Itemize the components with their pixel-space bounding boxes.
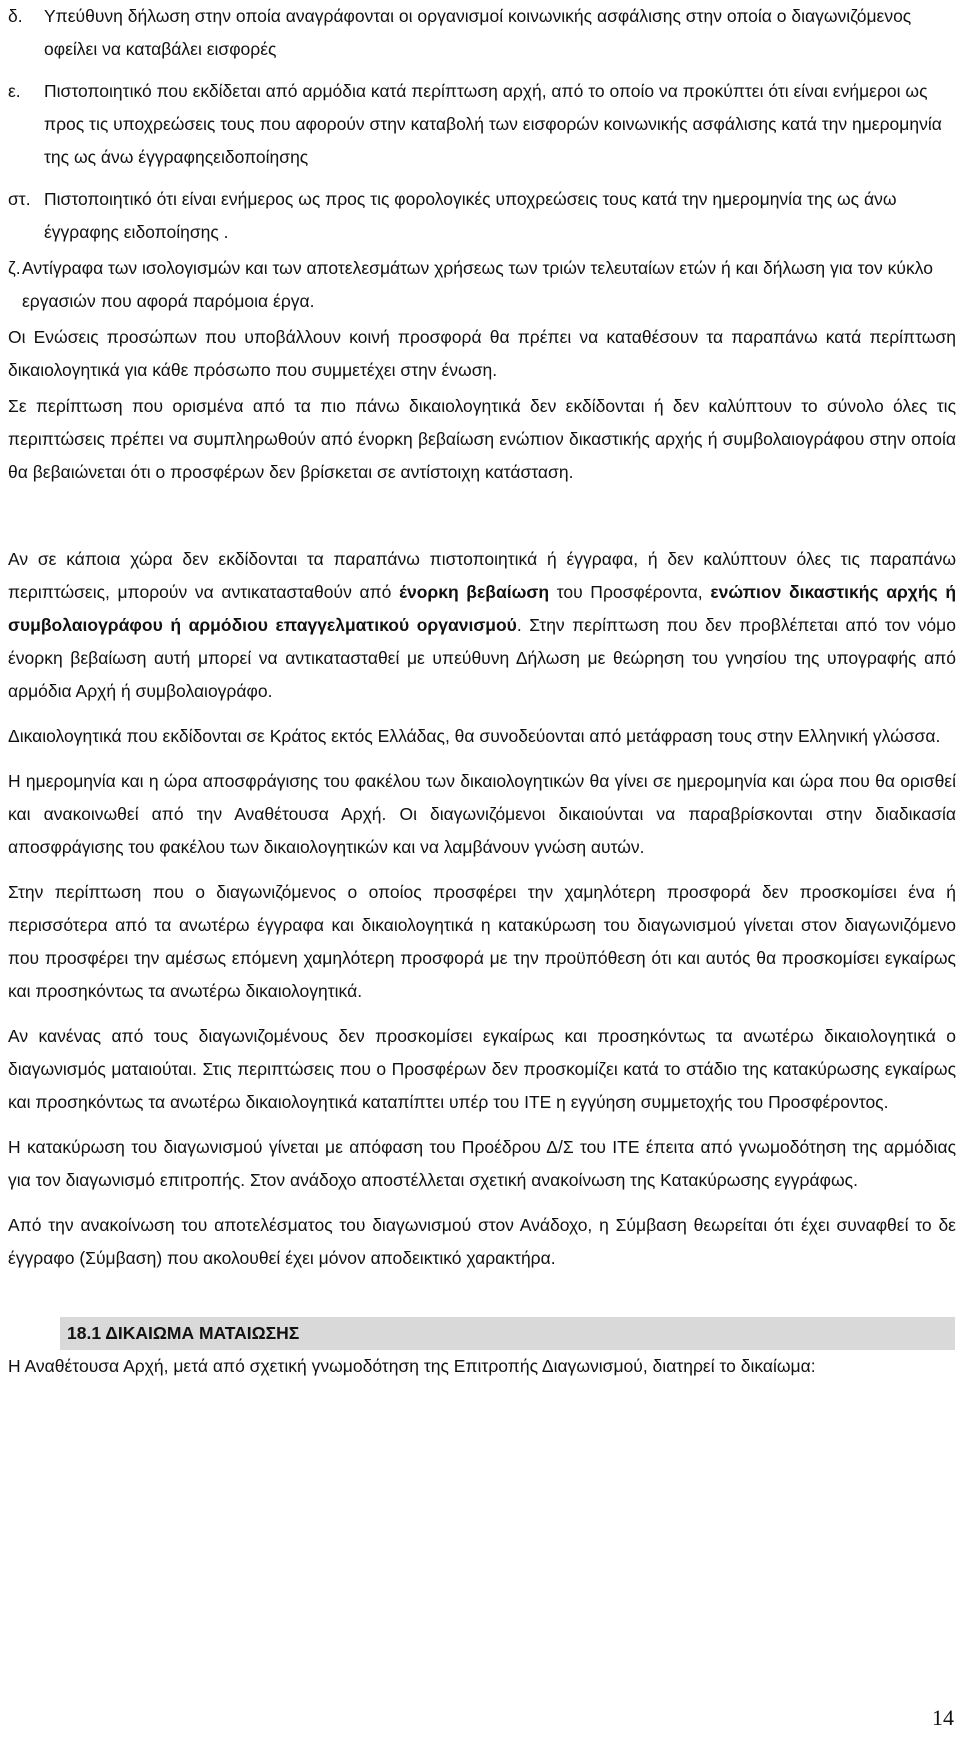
paragraph-sworn-statement: Σε περίπτωση που ορισμένα από τα πιο πάνω δικαιολογητικά δεν εκδίδονται ή δεν καλύπτουν το σύνολο όλες τις περιπτώσεις πρέπει να συμπληρωθούν από ένορκη βεβαίωση ενώπιον δικαστικής αρχής ή συμβολαιογράφου στην οποία θα βεβαιώνεται ότι ο προσφέρων δεν βρίσκεται σε αντίστοιχη κατάσταση.	[8, 396, 956, 482]
paragraph-opening-date: Η ημερομηνία και η ώρα αποσφράγισης του φακέλου των δικαιολογητικών θα γίνει σε ημερομηνία και ώρα που θα ορισθεί και ανακοινωθεί από την Αναθέτουσα Αρχή. Οι διαγωνιζόμενοι δικαιούνται να παραβρίσκονται στην διαδικασία αποσφράγισης του φακέλου των δικαιολογητικών και να λαμβάνουν γνώση αυτών.	[8, 771, 956, 857]
paragraph-cancellation: Αν κανένας από τους διαγωνιζομένους δεν προσκομίσει εγκαίρως και προσηκόντως τα ανωτέρω δικαιολογητικά ο διαγωνισμός ματαιούται. Στις περιπτώσεις που ο Προσφέρων δεν προσκομίζει κατά το στάδιο της κατακύρωσης εγκαίρως και προσηκόντως τα ανωτέρω δικαιολογητικά καταπίπτει υπέρ του ΙΤΕ η εγγύηση συμμετοχής του Προσφέροντος.	[8, 1026, 956, 1112]
paragraph-foreign-documents	[8, 543, 956, 708]
text-run: Αν σε κάποια χώρα δεν εκδίδονται τα παραπάνω πιστοποιητικά ή έγγραφα, ή δεν καλύπτουν όλες τις παραπάνω περιπτώσεις, μπορούν να αντικατασταθούν από	[8, 549, 956, 602]
document-page	[8, 0, 956, 1383]
list-marker: ε.	[8, 81, 21, 101]
list-item-text: Πιστοποιητικό που εκδίδεται από αρμόδια κατά περίπτωση αρχή, από το οποίο να προκύπτει ότι είναι ενήμεροι ως προς τις υποχρεώσεις τους που αφορούν στην καταβολή των εισφορών κοινωνικής ασφάλισης κατά την ημερομηνία της ως άνω έγγραφηςειδοποίησης	[44, 81, 942, 167]
list-item-text: Αντίγραφα των ισολογισμών και των αποτελεσμάτων χρήσεως των τριών τελευταίων ετών ή και δήλωση για τον κύκλο εργασιών που αφορά παρόμοια έργα.	[22, 258, 933, 311]
list-item	[8, 0, 956, 66]
list-item-text: Υπεύθυνη δήλωση στην οποία αναγράφονται οι οργανισμοί κοινωνικής ασφάλισης στην οποία ο διαγωνιζόμενος οφείλει να καταβάλει εισφορές	[44, 6, 912, 59]
paragraph-lowest-bidder: Στην περίπτωση που ο διαγωνιζόμενος ο οποίος προσφέρει την χαμηλότερη προσφορά δεν προσκομίσει ένα ή περισσότερα από τα ανωτέρω έγγραφα και δικαιολογητικά η κατακύρωση του διαγωνισμού γίνεται στον διαγωνιζόμενο που προσφέρει την αμέσως επόμενη χαμηλότερη προσφορά με την προϋπόθεση ότι και αυτός θα προσκομίσει εγκαίρως και προσηκόντως τα ανωτέρω δικαιολογητικά.	[8, 882, 956, 1001]
list-item	[8, 75, 956, 174]
list-marker: στ.	[8, 189, 31, 209]
paragraph-translation: Δικαιολογητικά που εκδίδονται σε Κράτος εκτός Ελλάδας, θα συνοδεύονται από μετάφραση τους στην Ελληνική γλώσσα.	[8, 726, 941, 746]
paragraph-consortia: Οι Ενώσεις προσώπων που υποβάλλουν κοινή προσφορά θα πρέπει να καταθέσουν τα παραπάνω κατά περίπτωση δικαιολογητικά για κάθε πρόσωπο που συμμετέχει στην ένωση.	[8, 327, 956, 380]
list-item	[8, 252, 956, 318]
paragraph-award: Η κατακύρωση του διαγωνισμού γίνεται με απόφαση του Προέδρου Δ/Σ του ΙΤΕ έπειτα από γνωμοδότηση της αρμόδιας για τον διαγωνισμό επιτροπής. Στον ανάδοχο αποστέλλεται σχετική ανακοίνωση της Κατακύρωσης εγγράφως.	[8, 1137, 956, 1190]
paragraph-right: Η Αναθέτουσα Αρχή, μετά από σχετική γνωμοδότηση της Επιτροπής Διαγωνισμού, διατηρεί το δικαίωμα:	[8, 1356, 816, 1376]
bold-text: ένορκη βεβαίωση	[399, 582, 550, 602]
list-marker: δ.	[8, 6, 23, 26]
list-item-text: Πιστοποιητικό ότι είναι ενήμερος ως προς τις φορολογικές υποχρεώσεις τους κατά την ημερομηνία της ως άνω έγγραφης ειδοποίησης .	[44, 189, 897, 242]
list-item	[8, 183, 956, 249]
list-marker: ζ.	[8, 258, 21, 278]
text-run: του Προσφέροντα,	[549, 582, 711, 602]
section-heading: 18.1 ΔΙΚΑΙΩΜΑ ΜΑΤΑΙΩΣΗΣ	[60, 1317, 955, 1350]
page-number: 14	[932, 1705, 954, 1730]
bold-text: ενώπιον δικαστικής αρχής ή συμβολαιογράφου ή αρμόδιου επαγγελματικού οργανισμού	[8, 582, 957, 635]
paragraph-contract: Από την ανακοίνωση του αποτελέσματος του διαγωνισμού στον Ανάδοχο, η Σύμβαση θεωρείται ότι έχει συναφθεί το δε έγγραφο (Σύμβαση) που ακολουθεί έχει μόνον αποδεικτικό χαρακτήρα.	[8, 1215, 956, 1268]
text-run: . Στην περίπτωση που δεν προβλέπεται από τον νόμο ένορκη βεβαίωση αυτή μπορεί να αντικατασταθεί με υπεύθυνη Δήλωση με θεώρηση του γνησίου της υπογραφής από αρμόδια Αρχή ή συμβολαιογράφο.	[8, 615, 956, 701]
